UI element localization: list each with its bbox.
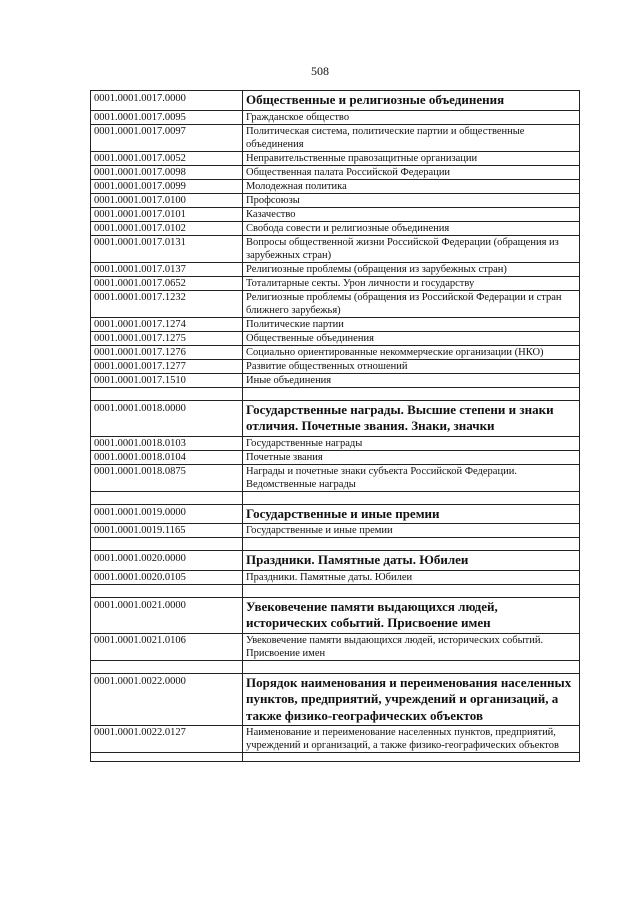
table-row bbox=[91, 207, 580, 221]
section-heading-row bbox=[91, 597, 580, 633]
name-cell: Гражданское общество bbox=[243, 110, 580, 124]
name-cell: Иные объединения bbox=[243, 373, 580, 387]
code-cell: 0001.0001.0019.1165 bbox=[91, 524, 243, 538]
code-cell: 0001.0001.0018.0875 bbox=[91, 464, 243, 491]
table-row bbox=[91, 179, 580, 193]
code-cell: 0001.0001.0018.0104 bbox=[91, 450, 243, 464]
code-cell: 0001.0001.0017.0000 bbox=[91, 91, 243, 111]
spacer-row bbox=[91, 584, 580, 597]
code-cell: 0001.0001.0022.0127 bbox=[91, 726, 243, 753]
code-cell: 0001.0001.0017.1277 bbox=[91, 359, 243, 373]
name-cell: Общественные объединения bbox=[243, 331, 580, 345]
code-cell: 0001.0001.0017.1275 bbox=[91, 331, 243, 345]
spacer-cell bbox=[91, 387, 243, 400]
table-row bbox=[91, 276, 580, 290]
code-cell: 0001.0001.0020.0105 bbox=[91, 570, 243, 584]
code-cell: 0001.0001.0018.0000 bbox=[91, 400, 243, 436]
spacer-cell bbox=[243, 584, 580, 597]
name-cell: Профсоюзы bbox=[243, 193, 580, 207]
name-cell: Увековечение памяти выдающихся людей, исторических событий. Присвоение имен bbox=[243, 633, 580, 660]
section-title-cell: Государственные и иные премии bbox=[243, 504, 580, 524]
name-cell: Праздники. Памятные даты. Юбилеи bbox=[243, 570, 580, 584]
spacer-cell bbox=[243, 660, 580, 673]
section-heading-row bbox=[91, 91, 580, 111]
section-title-cell: Государственные награды. Высшие степени и знаки отличия. Почетные звания. Знаки, значки bbox=[243, 400, 580, 436]
table-row bbox=[91, 221, 580, 235]
name-cell: Наименование и переименование населенных пунктов, предприятий, учреждений и организаций, а также физико-географических объектов bbox=[243, 726, 580, 753]
spacer-cell bbox=[91, 660, 243, 673]
name-cell: Политическая система, политические партии и общественные объединения bbox=[243, 124, 580, 151]
name-cell: Тоталитарные секты. Урон личности и государству bbox=[243, 276, 580, 290]
table-row bbox=[91, 151, 580, 165]
table-row bbox=[91, 450, 580, 464]
table-row bbox=[91, 726, 580, 753]
name-cell: Социально ориентированные некоммерческие организации (НКО) bbox=[243, 345, 580, 359]
section-heading-row bbox=[91, 504, 580, 524]
spacer-row bbox=[91, 660, 580, 673]
name-cell: Политические партии bbox=[243, 317, 580, 331]
code-cell: 0001.0001.0017.0131 bbox=[91, 235, 243, 262]
code-cell: 0001.0001.0017.0099 bbox=[91, 179, 243, 193]
spacer-row bbox=[91, 538, 580, 551]
table-row bbox=[91, 570, 580, 584]
classifier-table-body bbox=[91, 91, 580, 762]
code-cell: 0001.0001.0017.1276 bbox=[91, 345, 243, 359]
name-cell: Развитие общественных отношений bbox=[243, 359, 580, 373]
table-row bbox=[91, 290, 580, 317]
name-cell: Государственные награды bbox=[243, 436, 580, 450]
name-cell: Общественная палата Российской Федерации bbox=[243, 165, 580, 179]
code-cell: 0001.0001.0017.1232 bbox=[91, 290, 243, 317]
section-heading-row bbox=[91, 551, 580, 571]
spacer-cell bbox=[91, 753, 243, 762]
code-cell: 0001.0001.0018.0103 bbox=[91, 436, 243, 450]
table-row bbox=[91, 262, 580, 276]
code-cell: 0001.0001.0017.0137 bbox=[91, 262, 243, 276]
spacer-cell bbox=[91, 584, 243, 597]
table-row bbox=[91, 331, 580, 345]
spacer-row bbox=[91, 753, 580, 762]
name-cell: Награды и почетные знаки субъекта Российской Федерации. Ведомственные награды bbox=[243, 464, 580, 491]
code-cell: 0001.0001.0017.1274 bbox=[91, 317, 243, 331]
section-title-cell: Увековечение памяти выдающихся людей, исторических событий. Присвоение имен bbox=[243, 597, 580, 633]
table-row bbox=[91, 373, 580, 387]
spacer-cell bbox=[243, 538, 580, 551]
table-row bbox=[91, 110, 580, 124]
name-cell: Государственные и иные премии bbox=[243, 524, 580, 538]
code-cell: 0001.0001.0017.0052 bbox=[91, 151, 243, 165]
spacer-row bbox=[91, 491, 580, 504]
table-row bbox=[91, 359, 580, 373]
spacer-row bbox=[91, 387, 580, 400]
name-cell: Неправительственные правозащитные организации bbox=[243, 151, 580, 165]
code-cell: 0001.0001.0017.0095 bbox=[91, 110, 243, 124]
spacer-cell bbox=[91, 538, 243, 551]
code-cell: 0001.0001.0021.0000 bbox=[91, 597, 243, 633]
classifier-table bbox=[90, 90, 580, 762]
code-cell: 0001.0001.0017.0100 bbox=[91, 193, 243, 207]
code-cell: 0001.0001.0017.0652 bbox=[91, 276, 243, 290]
table-row bbox=[91, 524, 580, 538]
code-cell: 0001.0001.0017.0097 bbox=[91, 124, 243, 151]
name-cell: Религиозные проблемы (обращения из Российской Федерации и стран ближнего зарубежья) bbox=[243, 290, 580, 317]
table-row bbox=[91, 165, 580, 179]
table-row bbox=[91, 235, 580, 262]
page-number: 508 bbox=[311, 64, 329, 78]
name-cell: Почетные звания bbox=[243, 450, 580, 464]
table-row bbox=[91, 345, 580, 359]
section-title-cell: Порядок наименования и переименования населенных пунктов, предприятий, учреждений и организаций, а также физико-географических объектов bbox=[243, 673, 580, 726]
spacer-cell bbox=[243, 491, 580, 504]
section-heading-row bbox=[91, 673, 580, 726]
section-title-cell: Праздники. Памятные даты. Юбилеи bbox=[243, 551, 580, 571]
table-row bbox=[91, 193, 580, 207]
code-cell: 0001.0001.0021.0106 bbox=[91, 633, 243, 660]
code-cell: 0001.0001.0017.0101 bbox=[91, 207, 243, 221]
name-cell: Казачество bbox=[243, 207, 580, 221]
name-cell: Вопросы общественной жизни Российской Федерации (обращения из зарубежных стран) bbox=[243, 235, 580, 262]
code-cell: 0001.0001.0022.0000 bbox=[91, 673, 243, 726]
table-row bbox=[91, 124, 580, 151]
spacer-cell bbox=[243, 753, 580, 762]
code-cell: 0001.0001.0017.0098 bbox=[91, 165, 243, 179]
name-cell: Религиозные проблемы (обращения из зарубежных стран) bbox=[243, 262, 580, 276]
table-row bbox=[91, 436, 580, 450]
table-row bbox=[91, 464, 580, 491]
code-cell: 0001.0001.0020.0000 bbox=[91, 551, 243, 571]
section-heading-row bbox=[91, 400, 580, 436]
spacer-cell bbox=[91, 491, 243, 504]
code-cell: 0001.0001.0017.0102 bbox=[91, 221, 243, 235]
section-title-cell: Общественные и религиозные объединения bbox=[243, 91, 580, 111]
table-row bbox=[91, 317, 580, 331]
name-cell: Свобода совести и религиозные объединения bbox=[243, 221, 580, 235]
table-row bbox=[91, 633, 580, 660]
name-cell: Молодежная политика bbox=[243, 179, 580, 193]
code-cell: 0001.0001.0017.1510 bbox=[91, 373, 243, 387]
code-cell: 0001.0001.0019.0000 bbox=[91, 504, 243, 524]
spacer-cell bbox=[243, 387, 580, 400]
